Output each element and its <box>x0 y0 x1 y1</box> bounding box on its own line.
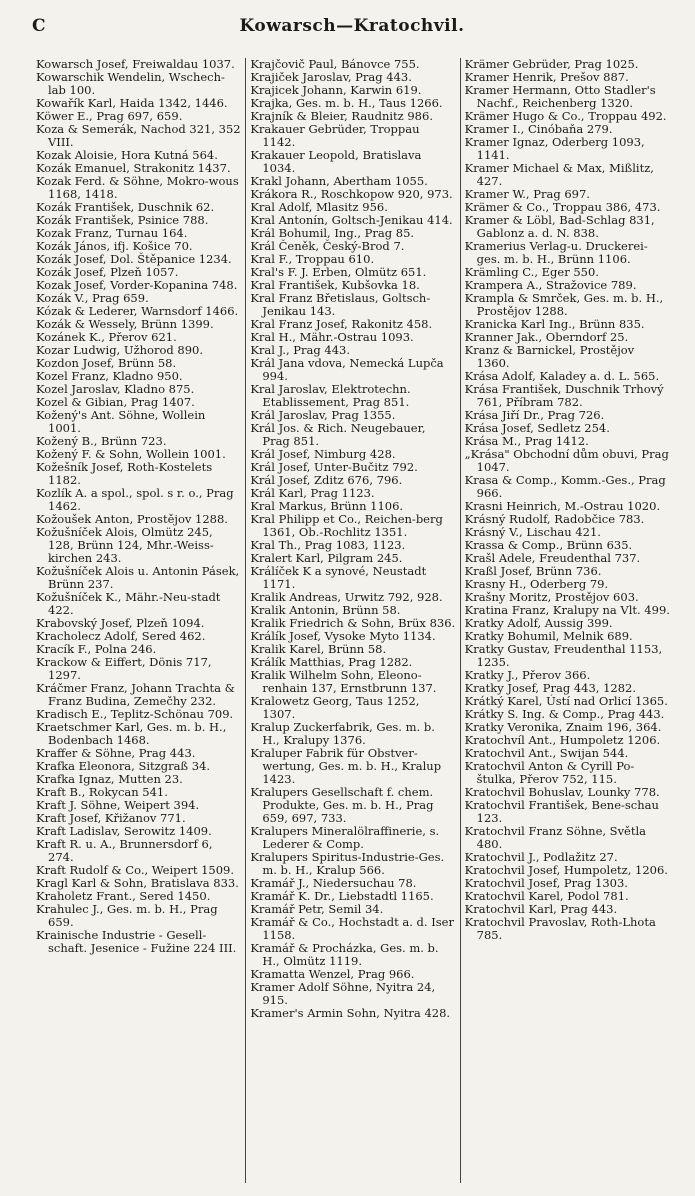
directory-entry: Kralik Antonin, Brünn 58. <box>250 603 401 617</box>
directory-entry: Kramer Henrik, Prešov 887. <box>464 70 629 84</box>
directory-entry: Krasa & Comp., Komm.-Ges., Prag 966. <box>464 473 666 500</box>
directory-entry: Kradisch E., Teplitz-Schönau 709. <box>36 707 234 721</box>
directory-entry: Kraft R. u. A., Brunnersdorf 6, 274. <box>36 837 213 864</box>
directory-entry: Kozel & Gibian, Prag 1407. <box>36 395 195 409</box>
page-letter: C <box>32 16 46 36</box>
directory-entry: Krátky S. Ing. & Comp., Prag 443. <box>464 707 665 721</box>
directory-entry: Kral Antonín, Goltsch-Jenikau 414. <box>250 213 453 227</box>
directory-entry: Kraluper Fabrik für Obstver-wertung, Ges. m. b. H., Kralup 1423. <box>250 746 442 786</box>
directory-entry: Kramer Michael & Max, Mißlitz, 427. <box>464 161 654 188</box>
directory-entry: Kraft J. Söhne, Weipert 394. <box>36 798 200 812</box>
directory-entry: Kraft Ladislav, Serowitz 1409. <box>36 824 212 838</box>
directory-entry: Kratina Franz, Kralupy na Vlt. 499. <box>464 603 670 617</box>
directory-entry: Kožoušek Anton, Prostějov 1288. <box>36 512 228 526</box>
directory-entry: Kral Th., Prag 1083, 1123. <box>250 538 406 552</box>
directory-entry: Kramer W., Prag 697. <box>464 187 590 201</box>
directory-entry: Kramer's Armin Sohn, Nyitra 428. <box>250 1006 451 1020</box>
directory-entry: Krakauer Gebrüder, Troppau 1142. <box>250 122 420 149</box>
directory-entry: Kožušníček K., Mähr.-Neu-stadt 422. <box>36 590 221 617</box>
directory-entry: Kralupers Mineralölraffinerie, s. Lederer & Comp. <box>250 824 440 851</box>
directory-entry: Kralik Wilhelm Sohn, Eleono-renhain 137, Ernstbrunn 137. <box>250 668 437 695</box>
page-title: Kowarsch—Kratochvil. <box>239 16 465 36</box>
directory-entry: Kralup Zuckerfabrik, Ges. m. b. H., Kralupy 1376. <box>250 720 435 747</box>
directory-entry: Krajiček Jaroslav, Prag 443. <box>250 70 412 84</box>
directory-entry: Králík Matthias, Prag 1282. <box>250 655 413 669</box>
directory-entry: Kozák Josef, Dol. Štěpanice 1234. <box>36 252 232 266</box>
directory-entry: Krämer & Co., Troppau 386, 473. <box>464 200 661 214</box>
directory-entry: Krajčovič Paul, Bánovce 755. <box>250 58 420 71</box>
directory-entry: Krašny Moritz, Prostějov 603. <box>464 590 639 604</box>
directory-entry: Králík Josef, Vysoke Myto 1134. <box>250 629 436 643</box>
directory-entry: Kramer Adolf Söhne, Nyitra 24, 915. <box>250 980 436 1007</box>
directory-entry: Krása M., Prag 1412. <box>464 434 589 448</box>
directory-entry: Král Karl, Prag 1123. <box>250 486 375 500</box>
directory-entry: Kráčmer Franz, Johann Trachta & Franz Budina, Zemečhy 232. <box>36 681 235 708</box>
directory-entry: Kral František, Kubšovka 18. <box>250 278 420 292</box>
directory-entry: Král Jaroslav, Prag 1355. <box>250 408 396 422</box>
directory-entry: Kragl Karl & Sohn, Bratislava 833. <box>36 876 239 890</box>
directory-entry: Krackow & Eiffert, Dönis 717, 1297. <box>36 655 212 682</box>
directory-entry: Králíček K a synové, Neustadt 1171. <box>250 564 427 591</box>
directory-entry: Kral Franz Josef, Rakonitz 458. <box>250 317 433 331</box>
directory-entry: Kozák V., Prag 659. <box>36 291 149 305</box>
directory-entry: Krämer Hugo & Co., Troppau 492. <box>464 109 667 123</box>
directory-entry: Kratky Adolf, Aussig 399. <box>464 616 613 630</box>
directory-entry: Koza & Semerák, Nachod 321, 352 VIII. <box>36 122 241 149</box>
directory-entry: Kralowetz Georg, Taus 1252, 1307. <box>250 694 420 721</box>
directory-entry: Kozar Ludwig, Užhorod 890. <box>36 343 203 357</box>
directory-entry: Kozak Ferd. & Söhne, Mokro-wous 1168, 1418. <box>36 174 239 201</box>
directory-entry: Kral H., Mähr.-Ostrau 1093. <box>250 330 414 344</box>
directory-entry: Kral Markus, Brünn 1106. <box>250 499 404 513</box>
directory-entry: Kralik Friedrich & Sohn, Brüx 836. <box>250 616 456 630</box>
directory-entry: Král Josef, Zditz 676, 796. <box>250 473 403 487</box>
directory-entry: Kramer Hermann, Otto Stadler's Nachf., Reichenberg 1320. <box>464 83 656 110</box>
directory-entry: Krákora R., Roschkopow 920, 973. <box>250 187 453 201</box>
directory-entry: Kramatta Wenzel, Prag 966. <box>250 967 415 981</box>
directory-entry: Kramář J., Niedersuchau 78. <box>250 876 417 890</box>
column-2 <box>245 58 459 1183</box>
directory-entry: Kratochvil Josef, Prag 1303. <box>464 876 628 890</box>
directory-entry: Kratky Bohumil, Melnik 689. <box>464 629 633 643</box>
directory-entry: Kramář & Procházka, Ges. m. b. H., Olmütz 1119. <box>250 941 439 968</box>
directory-entry: Kralupers Gesellschaft f. chem. Produkte, Ges. m. b. H., Prag 659, 697, 733. <box>250 785 434 825</box>
directory-entry: Krabovský Josef, Plzeň 1094. <box>36 616 205 630</box>
directory-entry: Kracholecz Adolf, Sered 462. <box>36 629 206 643</box>
directory-entry: Kralert Karl, Pilgram 245. <box>250 551 403 565</box>
directory-entry: Kral Jaroslav, Elektrotechn. Etablissement, Prag 851. <box>250 382 411 409</box>
directory-entry: Krása Josef, Sedletz 254. <box>464 421 610 435</box>
directory-entry: Kratky Veronika, Znaim 196, 364. <box>464 720 662 734</box>
directory-entry: Krämer Gebrüder, Prag 1025. <box>464 58 639 71</box>
directory-entry: Kraft Josef, Křižanov 771. <box>36 811 186 825</box>
directory-entry: Krämling C., Eger 550. <box>464 265 599 279</box>
directory-entry: Kratochvil Karel, Podol 781. <box>464 889 629 903</box>
directory-entry: Krajicek Johann, Karwin 619. <box>250 83 422 97</box>
directory-entry: Kramář K. Dr., Liebstadtl 1165. <box>250 889 434 903</box>
directory-entry: Král Bohumil, Ing., Prag 85. <box>250 226 415 240</box>
directory-entry: Kraholetz Frant., Sered 1450. <box>36 889 211 903</box>
directory-entry: Krasny H., Oderberg 79. <box>464 577 609 591</box>
directory-entry: Kral J., Prag 443. <box>250 343 351 357</box>
directory-entry: Kratochvil Bohuslav, Lounky 778. <box>464 785 660 799</box>
directory-entry: Kožešník Josef, Roth-Kostelets 1182. <box>36 460 213 487</box>
directory-entry: Krassa & Comp., Brünn 635. <box>464 538 633 552</box>
directory-entry: Kraft Rudolf & Co., Weipert 1509. <box>36 863 235 877</box>
directory-entry: Král Josef, Nimburg 428. <box>250 447 396 461</box>
directory-entry: Kozánek K., Přerov 621. <box>36 330 177 344</box>
directory-entry: Kratochvil Franz Söhne, Světla 480. <box>464 824 647 851</box>
directory-entry: Krása Adolf, Kaladey a. d. L. 565. <box>464 369 660 383</box>
directory-entry: Kranz & Barnickel, Prostějov 1360. <box>464 343 635 370</box>
directory-entry: Kožený B., Brünn 723. <box>36 434 167 448</box>
directory-entry: Kozák Josef, Plzeň 1057. <box>36 265 179 279</box>
directory-entry: Kramář Petr, Semil 34. <box>250 902 384 916</box>
directory-entry: Kramer & Löbl, Bad-Schlag 831, Gablonz a. d. N. 838. <box>464 213 655 240</box>
directory-entry: Kratochvil Pravoslav, Roth-Lhota 785. <box>464 915 656 942</box>
directory-entry: Krahulec J., Ges. m. b. H., Prag 659. <box>36 902 218 929</box>
directory-entry: Kratky J., Přerov 366. <box>464 668 591 682</box>
directory-entry: Kowarsch Josef, Freiwaldau 1037. <box>36 58 235 71</box>
directory-entry: Krásný Rudolf, Radobčice 783. <box>464 512 645 526</box>
directory-entry: Kratochvil Josef, Humpoletz, 1206. <box>464 863 668 877</box>
directory-entry: Kral Philipp et Co., Reichen-berg 1361, Ob.-Rochlitz 1351. <box>250 512 443 539</box>
directory-entry: Kralupers Spiritus-Industrie-Ges. m. b. H., Kralup 566. <box>250 850 445 877</box>
directory-entry: Krajka, Ges. m. b. H., Taus 1266. <box>250 96 443 110</box>
directory-entry: Kowařík Karl, Haida 1342, 1446. <box>36 96 228 110</box>
directory-entry: Kratochvil Ant., Swijan 544. <box>464 746 629 760</box>
directory-entry: Kral's F. J. Erben, Olmütz 651. <box>250 265 427 279</box>
directory-entry: Krampla & Smrček, Ges. m. b. H., Prostějov 1288. <box>464 291 664 318</box>
directory-entry: Kozdon Josef, Brünn 58. <box>36 356 177 370</box>
directory-entry: Kožený's Ant. Söhne, Wollein 1001. <box>36 408 206 435</box>
directory-entry: Kozel Franz, Kladno 950. <box>36 369 183 383</box>
directory-entry: Kozák Emanuel, Strakonitz 1437. <box>36 161 231 175</box>
directory-entry: Kramerius Verlag-u. Druckerei-ges. m. b. H., Brünn 1106. <box>464 239 648 266</box>
directory-entry: Král Josef, Unter-Bučitz 792. <box>250 460 418 474</box>
directory-entry: Kozák János, ifj. Košice 70. <box>36 239 193 253</box>
directory-entry: Kralik Andreas, Urwitz 792, 928. <box>250 590 443 604</box>
directory-entry: Kozák & Wessely, Brünn 1399. <box>36 317 214 331</box>
directory-entry: Köwer E., Prag 697, 659. <box>36 109 183 123</box>
directory-entry: Kraffer & Söhne, Prag 443. <box>36 746 196 760</box>
directory-entry: Kratochvil J., Podlažitz 27. <box>464 850 618 864</box>
directory-entry: „Krása" Obchodní dům obuvi, Prag 1047. <box>464 447 669 474</box>
directory-entry: Kožený F. & Sohn, Wollein 1001. <box>36 447 226 461</box>
directory-entry: Kozak Aloisie, Hora Kutná 564. <box>36 148 218 162</box>
directory-entry: Kranner Jak., Oberndorf 25. <box>464 330 629 344</box>
directory-entry: Kratochvil František, Bene-schau 123. <box>464 798 659 825</box>
directory-entry: Kratochvíl Ant., Humpoletz 1206. <box>464 733 661 747</box>
directory-entry: Krakauer Leopold, Bratislava 1034. <box>250 148 422 175</box>
directory-entry: Kramer I., Cinóbaňa 279. <box>464 122 613 136</box>
directory-entry: Krafka Ignaz, Mutten 23. <box>36 772 183 786</box>
directory-entry: Kraft B., Rokycan 541. <box>36 785 168 799</box>
directory-entry: Kožušníček Alois, Olmütz 245, 128, Brünn 124, Mhr.-Weiss-kirchen 243. <box>36 525 214 565</box>
column-1 <box>32 58 245 1183</box>
directory-entry: Krása František, Duschnik Trhový 761, Příbram 782. <box>464 382 664 409</box>
directory-entry: Kracík F., Polna 246. <box>36 642 157 656</box>
page-header <box>32 10 672 42</box>
directory-entry: Kozák František, Duschnik 62. <box>36 200 215 214</box>
directory-entry: Krampera A., Stražovice 789. <box>464 278 637 292</box>
directory-entry: Kralik Karel, Brünn 58. <box>250 642 387 656</box>
directory-entry: Kowarschik Wendelin, Wschech-lab 100. <box>36 70 225 97</box>
directory-entry: Kratky Josef, Prag 443, 1282. <box>464 681 637 695</box>
directory-entry: Kratochvil Anton & Cyrill Po-štulka, Přerov 752, 115. <box>464 759 635 786</box>
directory-entry: Kratky Gustav, Freudenthal 1153, 1235. <box>464 642 663 669</box>
directory-entry: Kral F., Troppau 610. <box>250 252 375 266</box>
directory-entry: Kramer Ignaz, Oderberg 1093, 1141. <box>464 135 645 162</box>
directory-entry: Krašl Adele, Freudenthal 737. <box>464 551 641 565</box>
directory-entry: Krakl Johann, Abertham 1055. <box>250 174 428 188</box>
directory-entry: Krafka Eleonora, Sitzgraß 34. <box>36 759 211 773</box>
directory-entry: Krása Jiří Dr., Prag 726. <box>464 408 605 422</box>
directory-entry: Krasni Heinrich, M.-Ostrau 1020. <box>464 499 661 513</box>
directory-entry: Krátký Karel, Ústí nad Orlicí 1365. <box>464 694 668 708</box>
directory-entry: Král Jos. & Rich. Neugebauer, Prag 851. <box>250 421 426 448</box>
directory-entry: Kratochvil Karl, Prag 443. <box>464 902 618 916</box>
directory-entry: Kožušníček Alois u. Antonin Pásek, Brünn 237. <box>36 564 240 591</box>
directory-entry: Kramář & Co., Hochstadt a. d. Iser 1158. <box>250 915 454 942</box>
directory-entry: Kraßl Josef, Brünn 736. <box>464 564 602 578</box>
directory-entry: Krainische Industrie - Gesell-schaft. Jesenice - Fužine 224 III. <box>36 928 237 955</box>
directory-entry: Krajník & Bleier, Raudnitz 986. <box>250 109 433 123</box>
directory-entry: Kral Adolf, Mlasitz 956. <box>250 200 388 214</box>
directory-entry: Kozel Jaroslav, Kladno 875. <box>36 382 195 396</box>
directory-entry: Kranicka Karl Ing., Brünn 835. <box>464 317 645 331</box>
directory-entry: Král Čeněk, Český-Brod 7. <box>250 239 405 253</box>
directory-entry: Král Jana vdova, Nemecká Lupča 994. <box>250 356 444 383</box>
directory-entry: Kozlík A. a spol., spol. s r. o., Prag 1462. <box>36 486 234 513</box>
directory-entry: Krásný V., Lischau 421. <box>464 525 601 539</box>
column-3 <box>460 58 674 1183</box>
directory-entry: Kozák František, Psinice 788. <box>36 213 209 227</box>
directory-entry: Kral Franz Břetislaus, Goltsch-Jenikau 143. <box>250 291 431 318</box>
directory-entry: Kraetschmer Karl, Ges. m. b. H., Bodenbach 1468. <box>36 720 227 747</box>
directory-entry: Kozak Franz, Turnau 164. <box>36 226 188 240</box>
directory-entry: Kozak Josef, Vorder-Kopanina 748. <box>36 278 238 292</box>
directory-entry: Kózak & Lederer, Warnsdorf 1466. <box>36 304 239 318</box>
directory-columns <box>32 58 674 1183</box>
